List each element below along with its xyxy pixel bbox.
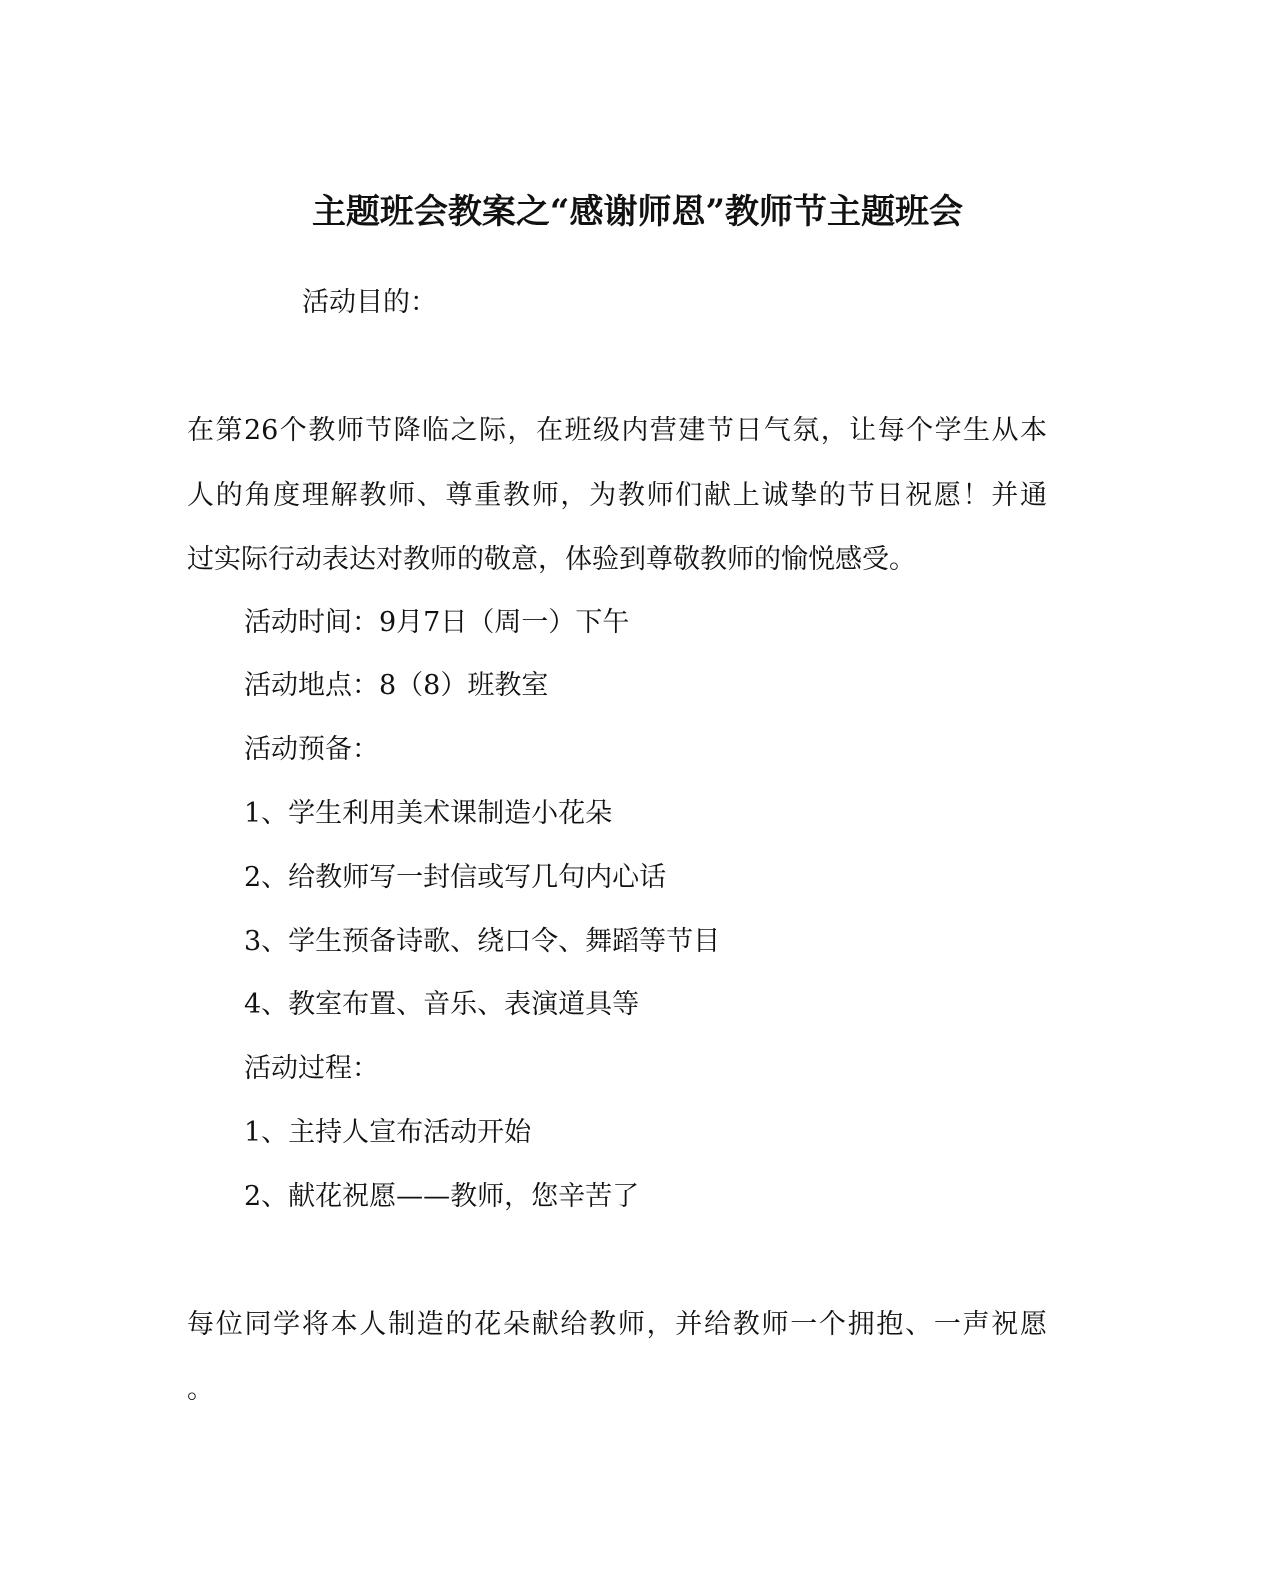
closing-paragraph-line-1: 每位同学将本人制造的花朵献给教师，并给教师一个拥抱、一声祝愿	[187, 1309, 1047, 1340]
preparation-heading: 活动预备：	[244, 734, 379, 765]
process-heading: 活动过程：	[244, 1053, 379, 1084]
document-title: 主题班会教案之“感谢师恩”教师节主题班会	[311, 191, 964, 232]
purpose-paragraph-line-3: 过实际行动表达对教师的敬意，体验到尊敬教师的愉悦感受。	[187, 544, 916, 575]
purpose-paragraph-line-2: 人的角度理解教师、尊重教师，为教师们献上诚挚的节日祝愿！并通	[187, 480, 1047, 511]
preparation-item: 3、学生预备诗歌、绕口令、舞蹈等节目	[244, 926, 721, 957]
activity-place: 活动地点：8（8）班教室	[244, 670, 549, 701]
preparation-item: 4、教室布置、音乐、表演道具等	[244, 989, 640, 1020]
process-item: 2、献花祝愿——教师，您辛苦了	[244, 1181, 640, 1212]
purpose-paragraph-line-1: 在第26个教师节降临之际，在班级内营建节日气氛，让每个学生从本	[187, 415, 1047, 446]
activity-time: 活动时间：9月7日（周一）下午	[244, 607, 630, 638]
preparation-item: 1、学生利用美术课制造小花朵	[244, 798, 613, 829]
purpose-heading: 活动目的：	[302, 287, 437, 318]
closing-paragraph-line-2: 。	[187, 1374, 214, 1405]
preparation-item: 2、给教师写一封信或写几句内心话	[244, 862, 667, 893]
process-item: 1、主持人宣布活动开始	[244, 1117, 532, 1148]
